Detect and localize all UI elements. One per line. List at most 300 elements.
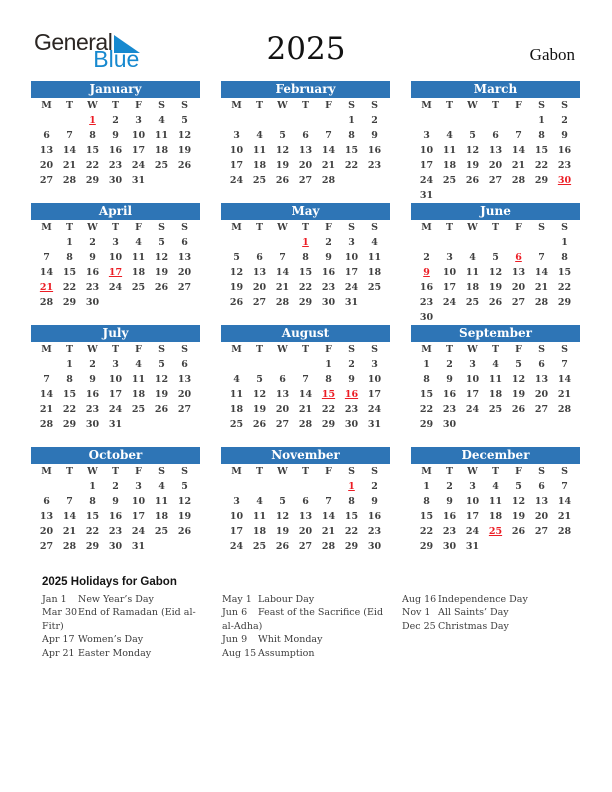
day-cell: 10 — [344, 252, 359, 263]
day-cell — [507, 113, 530, 128]
day-cell — [150, 539, 173, 554]
day-cell: 29 — [534, 175, 549, 186]
day-cell: 7 — [325, 130, 332, 141]
day-cell: 18 — [488, 389, 503, 400]
day-cell — [317, 479, 340, 494]
day-cell: 21 — [62, 160, 77, 171]
day-cell: 14 — [511, 145, 526, 156]
day-cell: 15 — [344, 145, 359, 156]
weekday-header: M — [41, 466, 52, 477]
day-cell — [150, 417, 173, 432]
month-title: December — [411, 447, 580, 464]
months-grid — [31, 81, 580, 569]
day-cell — [461, 417, 484, 432]
day-cell: 11 — [131, 374, 146, 385]
holiday-day-cell: 30 — [557, 175, 572, 186]
day-cell: 31 — [419, 190, 434, 201]
day-cell: 22 — [298, 282, 313, 293]
day-cell: 17 — [229, 526, 244, 537]
day-cell: 6 — [538, 481, 545, 492]
day-cell: 28 — [321, 175, 336, 186]
day-cell: 6 — [302, 130, 309, 141]
day-grid — [221, 464, 390, 554]
day-cell: 26 — [177, 160, 192, 171]
day-cell: 4 — [492, 481, 499, 492]
day-grid — [411, 220, 580, 325]
weekday-header: W — [467, 100, 478, 111]
day-cell: 11 — [488, 374, 503, 385]
day-cell: 22 — [62, 404, 77, 415]
day-cell: 10 — [442, 267, 457, 278]
day-cell: 15 — [85, 145, 100, 156]
day-cell: 3 — [469, 359, 476, 370]
weekday-header: S — [158, 344, 165, 355]
day-cell: 26 — [488, 297, 503, 308]
holiday-entry — [222, 647, 402, 660]
day-cell: 30 — [108, 175, 123, 186]
day-cell: 29 — [344, 541, 359, 552]
day-cell: 4 — [469, 252, 476, 263]
holiday-date: Apr 21 — [42, 647, 75, 659]
weekday-header: T — [491, 222, 500, 233]
day-cell: 20 — [177, 267, 192, 278]
day-cell: 26 — [465, 175, 480, 186]
weekday-header: M — [41, 344, 52, 355]
day-cell: 26 — [177, 526, 192, 537]
day-cell: 12 — [488, 267, 503, 278]
day-cell — [35, 235, 58, 250]
day-cell — [507, 417, 530, 432]
weekday-header: T — [301, 344, 310, 355]
month-title: July — [31, 325, 200, 342]
month-october — [31, 447, 200, 569]
day-cell: 24 — [465, 526, 480, 537]
day-cell: 18 — [154, 145, 169, 156]
day-cell: 16 — [321, 267, 336, 278]
day-cell: 20 — [488, 160, 503, 171]
day-cell: 25 — [442, 175, 457, 186]
weekday-header: S — [538, 466, 545, 477]
day-cell: 25 — [488, 404, 503, 415]
day-cell: 12 — [511, 374, 526, 385]
day-cell: 24 — [108, 282, 123, 293]
day-cell: 13 — [39, 145, 54, 156]
day-cell: 22 — [419, 404, 434, 415]
day-cell: 3 — [135, 481, 142, 492]
day-cell: 2 — [423, 252, 430, 263]
day-cell: 5 — [492, 252, 499, 263]
day-cell: 17 — [131, 145, 146, 156]
weekday-header: S — [181, 222, 188, 233]
day-cell: 21 — [534, 282, 549, 293]
day-cell: 9 — [112, 130, 119, 141]
day-cell: 28 — [321, 541, 336, 552]
weekday-header: W — [87, 222, 98, 233]
day-cell: 17 — [344, 267, 359, 278]
day-cell: 18 — [465, 282, 480, 293]
holidays-section — [42, 576, 582, 660]
day-cell: 5 — [515, 481, 522, 492]
weekday-header: M — [421, 100, 432, 111]
day-cell: 24 — [367, 404, 382, 415]
day-cell: 8 — [302, 252, 309, 263]
weekday-header: S — [348, 222, 355, 233]
day-cell — [438, 113, 461, 128]
country-label: Gabon — [529, 45, 575, 64]
month-title: June — [411, 203, 580, 220]
day-cell: 23 — [108, 526, 123, 537]
day-cell: 20 — [298, 526, 313, 537]
holiday-entry — [402, 593, 582, 606]
day-cell: 28 — [298, 419, 313, 430]
day-cell — [438, 310, 461, 325]
page-title-year: 2025 — [266, 31, 346, 67]
weekday-header: T — [65, 100, 74, 111]
day-cell — [484, 310, 507, 325]
weekday-header: F — [515, 222, 522, 233]
day-cell: 22 — [344, 160, 359, 171]
month-august — [221, 325, 390, 447]
day-cell: 7 — [561, 481, 568, 492]
day-cell — [248, 357, 271, 372]
day-cell — [127, 417, 150, 432]
holiday-day-cell: 9 — [423, 267, 430, 278]
weekday-header: S — [371, 466, 378, 477]
day-grid — [221, 220, 390, 310]
day-grid — [31, 220, 200, 310]
day-cell: 19 — [275, 160, 290, 171]
day-cell: 29 — [419, 541, 434, 552]
day-cell: 8 — [561, 252, 568, 263]
day-cell: 9 — [112, 496, 119, 507]
day-cell: 8 — [66, 252, 73, 263]
day-cell: 26 — [511, 404, 526, 415]
day-cell: 29 — [419, 419, 434, 430]
month-title: August — [221, 325, 390, 342]
day-cell — [35, 479, 58, 494]
day-cell: 31 — [131, 175, 146, 186]
day-cell — [438, 188, 461, 203]
weekday-header: S — [538, 344, 545, 355]
day-cell: 16 — [419, 282, 434, 293]
day-cell: 28 — [62, 541, 77, 552]
day-cell: 22 — [344, 526, 359, 537]
day-grid — [31, 464, 200, 554]
weekday-header: S — [561, 222, 568, 233]
day-cell: 14 — [534, 267, 549, 278]
holiday-name: All Saints’ Day — [438, 607, 509, 619]
day-cell: 26 — [154, 282, 169, 293]
weekday-header: M — [231, 466, 242, 477]
day-cell — [58, 479, 81, 494]
day-cell: 9 — [348, 374, 355, 385]
day-cell: 27 — [177, 404, 192, 415]
day-cell: 25 — [252, 541, 267, 552]
day-cell — [58, 113, 81, 128]
day-cell — [484, 235, 507, 250]
month-title: September — [411, 325, 580, 342]
day-cell: 28 — [557, 526, 572, 537]
day-cell: 6 — [256, 252, 263, 263]
day-cell: 8 — [423, 496, 430, 507]
day-cell: 14 — [39, 267, 54, 278]
day-cell: 12 — [229, 267, 244, 278]
day-cell: 28 — [534, 297, 549, 308]
day-cell: 29 — [557, 297, 572, 308]
day-cell: 16 — [442, 511, 457, 522]
day-cell — [35, 357, 58, 372]
day-cell: 11 — [442, 145, 457, 156]
day-cell: 13 — [298, 511, 313, 522]
day-cell: 1 — [423, 481, 430, 492]
day-cell: 13 — [252, 267, 267, 278]
day-cell: 21 — [511, 160, 526, 171]
day-cell: 16 — [557, 145, 572, 156]
holiday-date: Aug 15 — [222, 647, 257, 659]
day-cell: 4 — [446, 130, 453, 141]
day-cell: 18 — [252, 160, 267, 171]
weekday-header: M — [421, 344, 432, 355]
weekday-header: S — [538, 222, 545, 233]
day-cell: 7 — [561, 359, 568, 370]
day-cell — [363, 295, 386, 310]
weekday-header: S — [561, 100, 568, 111]
day-cell — [271, 479, 294, 494]
day-cell: 20 — [275, 404, 290, 415]
day-cell: 16 — [85, 389, 100, 400]
weekday-header: S — [181, 466, 188, 477]
day-cell: 18 — [488, 511, 503, 522]
month-title: November — [221, 447, 390, 464]
day-cell: 23 — [557, 160, 572, 171]
weekday-header: W — [87, 100, 98, 111]
day-cell: 12 — [177, 496, 192, 507]
day-cell — [553, 188, 576, 203]
day-cell: 30 — [85, 297, 100, 308]
month-may — [221, 203, 390, 325]
weekday-header: F — [325, 100, 332, 111]
day-cell: 10 — [367, 374, 382, 385]
day-cell: 3 — [233, 496, 240, 507]
holiday-date: Jun 9 — [222, 634, 248, 646]
day-cell — [294, 479, 317, 494]
day-cell: 4 — [256, 496, 263, 507]
day-cell: 9 — [446, 496, 453, 507]
weekday-header: F — [135, 222, 142, 233]
day-cell: 21 — [275, 282, 290, 293]
day-cell: 24 — [108, 404, 123, 415]
day-cell — [248, 235, 271, 250]
day-cell: 9 — [371, 496, 378, 507]
weekday-header: T — [111, 344, 120, 355]
day-grid — [221, 98, 390, 188]
day-cell: 12 — [465, 145, 480, 156]
holiday-date: May 1 — [222, 594, 252, 605]
day-cell — [553, 417, 576, 432]
holiday-entry — [42, 606, 222, 633]
day-cell: 24 — [229, 175, 244, 186]
day-cell: 1 — [325, 359, 332, 370]
day-cell: 19 — [488, 282, 503, 293]
day-cell: 6 — [43, 130, 50, 141]
weekday-header: S — [538, 100, 545, 111]
day-cell: 7 — [538, 252, 545, 263]
day-cell: 1 — [538, 115, 545, 126]
day-cell: 27 — [488, 175, 503, 186]
day-cell: 24 — [442, 297, 457, 308]
day-cell: 31 — [367, 419, 382, 430]
day-cell — [461, 310, 484, 325]
day-cell: 10 — [229, 511, 244, 522]
day-cell: 2 — [112, 115, 119, 126]
day-cell: 30 — [321, 297, 336, 308]
day-cell: 20 — [177, 389, 192, 400]
day-cell: 23 — [321, 282, 336, 293]
holiday-day-cell: 1 — [302, 237, 309, 248]
weekday-header: T — [111, 466, 120, 477]
day-cell: 23 — [367, 526, 382, 537]
day-cell: 23 — [344, 404, 359, 415]
weekday-header: S — [181, 344, 188, 355]
day-cell — [553, 539, 576, 554]
day-cell: 4 — [158, 481, 165, 492]
day-cell: 26 — [154, 404, 169, 415]
day-cell: 5 — [233, 252, 240, 263]
weekday-header: M — [41, 222, 52, 233]
day-cell: 21 — [321, 526, 336, 537]
weekday-header: W — [277, 466, 288, 477]
day-cell: 19 — [252, 404, 267, 415]
weekday-header: T — [491, 466, 500, 477]
month-title: January — [31, 81, 200, 98]
day-cell — [150, 295, 173, 310]
day-cell: 27 — [534, 404, 549, 415]
day-cell: 7 — [279, 252, 286, 263]
day-cell — [317, 113, 340, 128]
month-december — [411, 447, 580, 569]
day-cell: 14 — [321, 145, 336, 156]
weekday-header: T — [301, 222, 310, 233]
day-cell: 3 — [233, 130, 240, 141]
day-grid — [31, 342, 200, 432]
day-cell: 5 — [158, 237, 165, 248]
day-cell: 25 — [131, 282, 146, 293]
day-cell — [363, 173, 386, 188]
day-cell: 19 — [154, 389, 169, 400]
month-november — [221, 447, 390, 569]
day-cell: 2 — [371, 115, 378, 126]
weekday-header: T — [111, 222, 120, 233]
day-cell: 6 — [43, 496, 50, 507]
weekday-header: F — [515, 100, 522, 111]
holiday-date: Apr 17 — [42, 634, 75, 646]
day-cell — [35, 113, 58, 128]
day-cell: 3 — [469, 481, 476, 492]
holiday-day-cell: 17 — [108, 267, 123, 278]
holiday-entry — [222, 606, 402, 633]
day-cell: 30 — [85, 419, 100, 430]
day-cell: 12 — [275, 511, 290, 522]
weekday-header: M — [421, 466, 432, 477]
day-cell — [248, 479, 271, 494]
day-cell: 9 — [371, 130, 378, 141]
day-cell: 6 — [302, 496, 309, 507]
weekday-header: S — [158, 100, 165, 111]
day-cell: 18 — [131, 267, 146, 278]
weekday-header: M — [231, 222, 242, 233]
holiday-day-cell: 21 — [39, 282, 54, 293]
day-cell: 17 — [419, 160, 434, 171]
holiday-day-cell: 1 — [89, 115, 96, 126]
day-cell — [530, 539, 553, 554]
day-cell — [150, 173, 173, 188]
day-cell: 18 — [131, 389, 146, 400]
holiday-name: Assumption — [258, 647, 315, 659]
day-cell: 2 — [561, 115, 568, 126]
holiday-day-cell: 16 — [344, 389, 359, 400]
day-cell: 18 — [367, 267, 382, 278]
day-cell: 3 — [112, 359, 119, 370]
day-cell: 16 — [367, 145, 382, 156]
day-cell: 14 — [62, 145, 77, 156]
day-cell: 27 — [298, 541, 313, 552]
day-cell: 1 — [66, 359, 73, 370]
day-cell: 4 — [158, 115, 165, 126]
day-cell: 8 — [89, 130, 96, 141]
day-cell — [553, 310, 576, 325]
day-cell: 18 — [154, 511, 169, 522]
day-cell: 15 — [62, 267, 77, 278]
weekday-header: W — [87, 466, 98, 477]
holiday-entry — [222, 593, 402, 606]
day-cell: 24 — [229, 541, 244, 552]
day-cell: 8 — [89, 496, 96, 507]
day-cell: 4 — [233, 374, 240, 385]
day-cell — [294, 357, 317, 372]
day-cell: 12 — [154, 374, 169, 385]
weekday-header: T — [301, 100, 310, 111]
day-cell: 7 — [66, 496, 73, 507]
day-cell: 5 — [158, 359, 165, 370]
day-cell: 28 — [511, 175, 526, 186]
day-cell: 24 — [419, 175, 434, 186]
day-cell: 29 — [321, 419, 336, 430]
holiday-name: End of Ramadan (Eid al-Fitr) — [42, 607, 196, 632]
day-cell — [340, 173, 363, 188]
day-cell: 16 — [367, 511, 382, 522]
day-cell: 19 — [177, 145, 192, 156]
day-cell: 22 — [534, 160, 549, 171]
month-june — [411, 203, 580, 325]
day-cell: 15 — [557, 267, 572, 278]
day-cell — [225, 235, 248, 250]
day-cell — [173, 539, 196, 554]
day-cell: 6 — [181, 359, 188, 370]
month-title: April — [31, 203, 200, 220]
day-cell: 3 — [423, 130, 430, 141]
holiday-entry — [402, 606, 582, 619]
day-cell: 15 — [62, 389, 77, 400]
day-cell: 19 — [275, 526, 290, 537]
day-cell: 31 — [465, 541, 480, 552]
day-cell: 14 — [39, 389, 54, 400]
weekday-header: W — [467, 344, 478, 355]
weekday-header: T — [255, 100, 264, 111]
weekday-header: W — [467, 466, 478, 477]
day-cell: 11 — [154, 496, 169, 507]
day-cell: 20 — [534, 511, 549, 522]
day-cell — [248, 113, 271, 128]
